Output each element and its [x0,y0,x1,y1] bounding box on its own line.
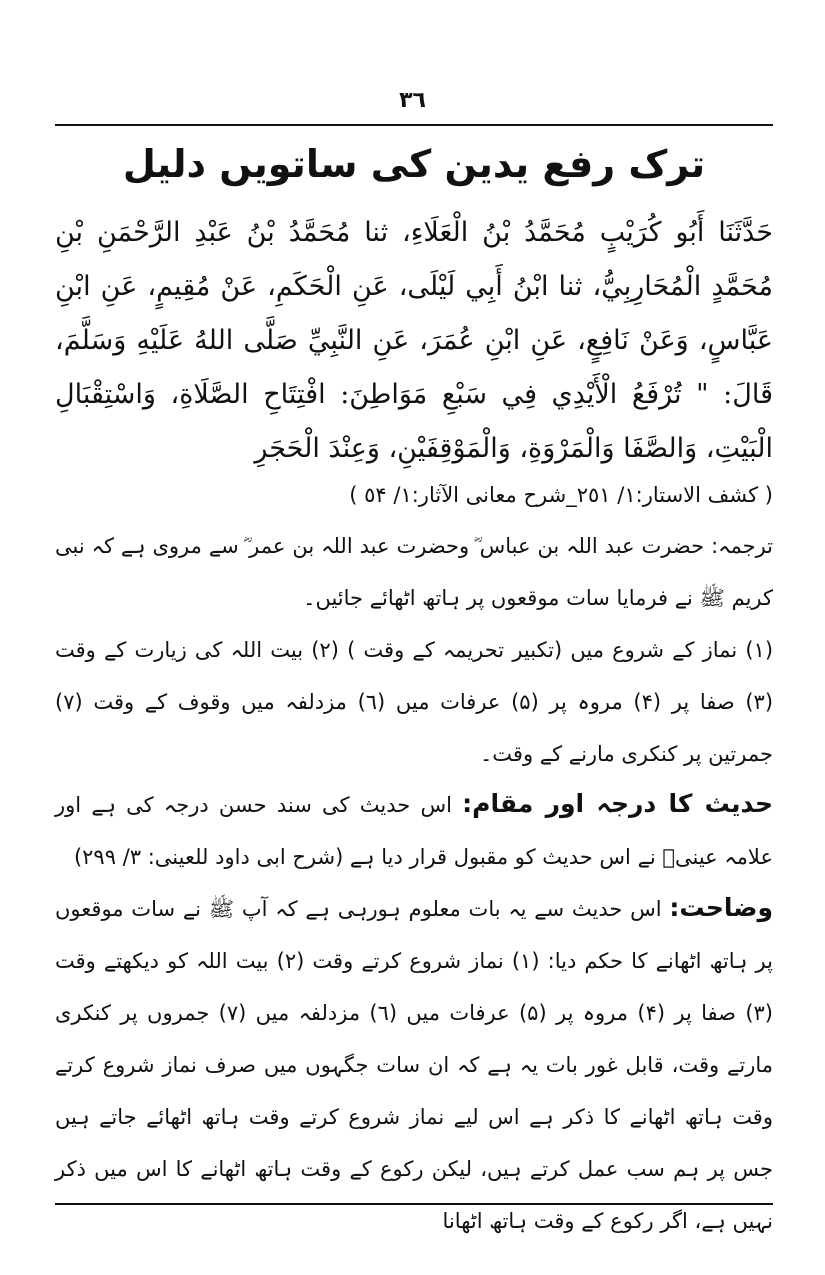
occasions-paragraph: (١) نماز کے شروع میں (تکبیر تحریمہ کے وقت ) (٢) بیت اللہ کی زیارت کے وقت (٣) صفا پر (۴) مروہ پر (۵) عرفات میں (٦) مزدلفہ میں وقوف کے وقت (٧) جمرتین پر کنکری مارنے کے وقت۔ [55,638,774,766]
grade-text: اس حدیث کی سند حسن درجہ کی ہے اور علامہ عینیؒ نے اس حدیث کو مقبول قرار دیا ہے (شرح ابی داود للعینی: ٣/ ٢٩٩) [55,793,773,869]
explanation-text: اس حدیث سے یہ بات معلوم ہورہی ہے کہ آپ ﷺ نے سات موقعوں پر ہاتھ اٹھانے کا حکم دیا: (١) نماز شروع کرتے وقت (٢) بیت اللہ کو دیکھتے وقت (٣) صفا پر (۴) مروہ پر (۵) عرفات میں (٦) مزدلفہ میں (٧) جمروں پر کنکری مارتے وقت، قابل غور بات یہ ہے کہ ان سات جگہوں میں صرف نماز شروع کرتے وقت ہاتھ اٹھانے کا ذکر ہے اس لیے نماز شروع کرتے وقت ہاتھ اٹھائے جاتے ہیں جس پر ہم سب عمل کرتے ہیں، لیکن رکوع کے وقت ہاتھ اٹھانے کا اس میں ذکر نہیں ہے، اگر رکوع کے وقت ہاتھ اٹھانا [55,897,773,1233]
translation-paragraph [55,520,773,624]
explanation-paragraph [55,882,773,1247]
hadith-arabic-text: حَدَّثَنَا أَبُو كُرَيْبٍ مُحَمَّدُ بْنُ الْعَلَاءِ، ثنا مُحَمَّدُ بْنُ عَبْدِ الرَّحْمَنِ بْنِ مُحَمَّدٍ الْمُحَارِبِيُّ، ثنا ابْنُ أَبِي لَيْلَى، عَنِ الْحَكَمِ، عَنْ مُقِيمٍ، عَنِ ابْنِ عَبَّاسٍ، وَعَنْ نَافِعٍ، عَنِ ابْنِ عُمَرَ، عَنِ النَّبِيِّ صَلَّى اللهُ عَلَيْهِ وَسَلَّمَ، قَالَ: " تُرْفَعُ الْأَيْدِي فِي سَبْعِ مَوَاطِنَ: افْتِتَاحِ الصَّلَاةِ، وَاسْتِقْبَالِ الْبَيْتِ، وَالصَّفَا وَالْمَرْوَةِ، وَالْمَوْقِفَيْنِ، وَعِنْدَ الْحَجَرِ [55,217,773,464]
chapter-title: ترک رفع یدین کی ساتویں دلیل [122,142,706,186]
page-number: ٣٦ [399,88,426,113]
top-rule [55,124,773,126]
explanation-heading: وضاحت: [669,893,773,922]
grade-heading: حدیث کا درجہ اور مقام: [462,789,773,818]
translation-text: حضرت عبد اللہ بن عباس ؓ وحضرت عبد اللہ بن عمر ؓ سے مروی ہے کہ نبی کریم ﷺ نے فرمایا سات موقعوں پر ہاتھ اٹھائے جائیں۔ [55,534,773,610]
reference-citation: ( کشف الاستار:١/ ٢٥١_شرح معانی الآثار:١/ ٥۴ ) [349,483,773,507]
translation-label: ترجمہ: [711,534,773,558]
bottom-rule [55,1203,773,1205]
grade-paragraph [55,778,773,883]
